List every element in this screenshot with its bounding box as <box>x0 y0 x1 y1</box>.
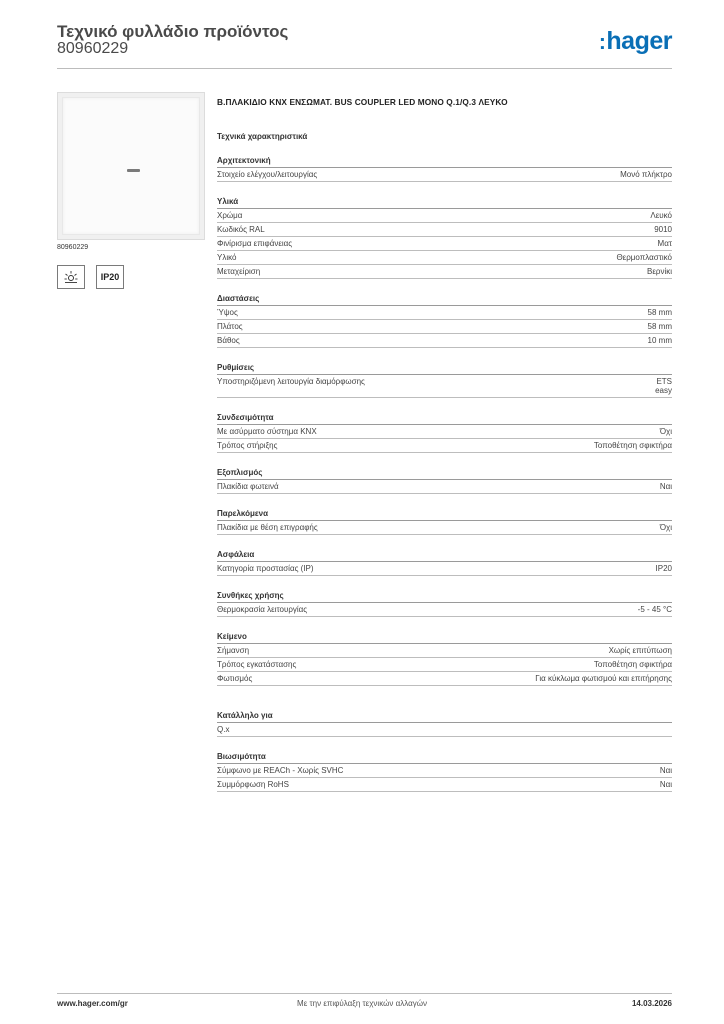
spec-row <box>217 265 672 279</box>
spec-value: 58 mm <box>647 308 672 317</box>
spec-row <box>217 480 672 494</box>
spec-value: 9010 <box>654 225 672 234</box>
spec-label: Τρόπος στήριξης <box>217 441 278 450</box>
spec-label: Κωδικός RAL <box>217 225 265 234</box>
spec-section <box>217 413 672 453</box>
spec-label: Πλακίδια με θέση επιγραφής <box>217 523 318 532</box>
spec-row <box>217 603 672 617</box>
spec-label: Βάθος <box>217 336 240 345</box>
spec-value: IP20 <box>655 564 672 573</box>
spec-label: Ύψος <box>217 308 238 317</box>
spec-label: Φινίρισμα επιφάνειας <box>217 239 293 248</box>
spec-row <box>217 168 672 182</box>
spec-row <box>217 562 672 576</box>
spec-row <box>217 521 672 535</box>
section-title: Συνθήκες χρήσης <box>217 591 672 603</box>
spec-row <box>217 223 672 237</box>
spec-value: Ναι <box>659 766 672 775</box>
section-title: Βιωσιμότητα <box>217 752 672 764</box>
spec-label: Σήμανση <box>217 646 250 655</box>
spec-section <box>217 550 672 576</box>
spec-value: -5 - 45 °C <box>637 605 672 614</box>
spec-value: Μονό πλήκτρο <box>620 170 672 179</box>
spec-value: Ναι <box>659 482 672 491</box>
spec-section <box>217 632 672 686</box>
spec-row <box>217 672 672 686</box>
spec-label: Πλακίδια φωτεινά <box>217 482 279 491</box>
spec-row <box>217 375 672 398</box>
hager-logo: :hager <box>598 27 672 55</box>
document-product-code: 80960229 <box>57 40 129 57</box>
spec-row <box>217 658 672 672</box>
spec-section <box>217 752 672 792</box>
section-title: Συνδεσιμότητα <box>217 413 672 425</box>
led-indicator <box>127 169 140 172</box>
header-divider <box>57 68 672 69</box>
spec-row <box>217 306 672 320</box>
spec-section <box>217 591 672 617</box>
section-title: Εξοπλισμός <box>217 468 672 480</box>
spec-label: Θερμοκρασία λειτουργίας <box>217 605 308 614</box>
spec-section <box>217 363 672 398</box>
spec-section <box>217 711 672 737</box>
footer-url: www.hager.com/gr <box>57 999 128 1008</box>
product-plate <box>62 97 200 235</box>
spec-label: Στοιχείο ελέγχου/λειτουργίας <box>217 170 318 179</box>
spec-label: Πλάτος <box>217 322 243 331</box>
spec-label: Μεταχείριση <box>217 267 261 276</box>
spec-section <box>217 509 672 535</box>
spec-value: Ματ <box>657 239 672 248</box>
section-title: Ρυθμίσεις <box>217 363 672 375</box>
spec-section <box>217 197 672 279</box>
spec-value: 10 mm <box>647 336 672 345</box>
spec-label: Q.x <box>217 725 230 734</box>
spec-value: Όχι <box>659 427 672 436</box>
spec-row <box>217 723 672 737</box>
spec-label: Υποστηριζόμενη λειτουργία διαμόρφωσης <box>217 377 365 386</box>
spec-section <box>217 468 672 494</box>
spec-label: Χρώμα <box>217 211 243 220</box>
footer-date: 14.03.2026 <box>631 999 672 1008</box>
ip-rating-badge: IP20 <box>96 265 124 289</box>
spec-row <box>217 778 672 792</box>
spec-row <box>217 209 672 223</box>
spec-value: Χωρίς επιτύπωση <box>608 646 672 655</box>
section-title: Ασφάλεια <box>217 550 672 562</box>
product-image <box>57 92 205 240</box>
spec-row <box>217 334 672 348</box>
spec-value: 58 mm <box>647 322 672 331</box>
spec-label: Τρόπος εγκατάστασης <box>217 660 297 669</box>
spec-sections <box>217 156 672 792</box>
spec-value: Θερμοπλαστικό <box>616 253 672 262</box>
spec-panel <box>217 97 672 792</box>
spec-row <box>217 764 672 778</box>
spec-label: Φωτισμός <box>217 674 253 683</box>
product-image-code: 80960229 <box>57 244 89 251</box>
spec-label: Κατηγορία προστασίας (IP) <box>217 564 314 573</box>
section-title: Κατάλληλο για <box>217 711 672 723</box>
section-title: Διαστάσεις <box>217 294 672 306</box>
spec-value: Για κύκλωμα φωτισμού και επιτήρησης <box>535 674 672 683</box>
spec-label: Με ασύρματο σύστημα KNX <box>217 427 317 436</box>
product-name: Β.ΠΛΑΚΙΔΙΟ KNX ΕΝΣΩΜΑΤ. BUS COUPLER LED ΜΟΝΟ Q.1/Q.3 ΛΕΥΚΟ <box>217 97 508 107</box>
spec-label: Υλικό <box>217 253 237 262</box>
spec-row <box>217 425 672 439</box>
document-title: Τεχνικό φυλλάδιο προϊόντος <box>57 22 289 41</box>
logo-text: hager <box>606 27 672 55</box>
spec-value: Όχι <box>659 523 672 532</box>
spec-value: Βερνίκι <box>646 267 672 276</box>
spec-value: Τοποθέτηση σφικτήρα <box>593 441 672 450</box>
spec-label: Συμμόρφωση RoHS <box>217 780 289 789</box>
spec-section <box>217 156 672 182</box>
section-title: Υλικά <box>217 197 672 209</box>
spec-value: Λευκό <box>650 211 672 220</box>
spec-value: Τοποθέτηση σφικτήρα <box>593 660 672 669</box>
spec-value: ETS easy <box>655 377 672 395</box>
section-title: Παρελκόμενα <box>217 509 672 521</box>
section-title: Αρχιτεκτονική <box>217 156 672 168</box>
spec-section <box>217 294 672 348</box>
spec-label: Σύμφωνο με REACh - Χωρίς SVHC <box>217 766 344 775</box>
spec-row <box>217 237 672 251</box>
section-title: Κείμενο <box>217 632 672 644</box>
spec-row <box>217 644 672 658</box>
footer-note: Με την επιφύλαξη τεχνικών αλλαγών <box>297 999 427 1008</box>
spec-row <box>217 439 672 453</box>
tech-specs-heading: Τεχνικά χαρακτηριστικά <box>217 132 308 141</box>
light-bulb-icon <box>57 265 85 289</box>
spec-row <box>217 320 672 334</box>
spec-row <box>217 251 672 265</box>
spec-value: Ναι <box>659 780 672 789</box>
footer-divider <box>57 993 672 994</box>
